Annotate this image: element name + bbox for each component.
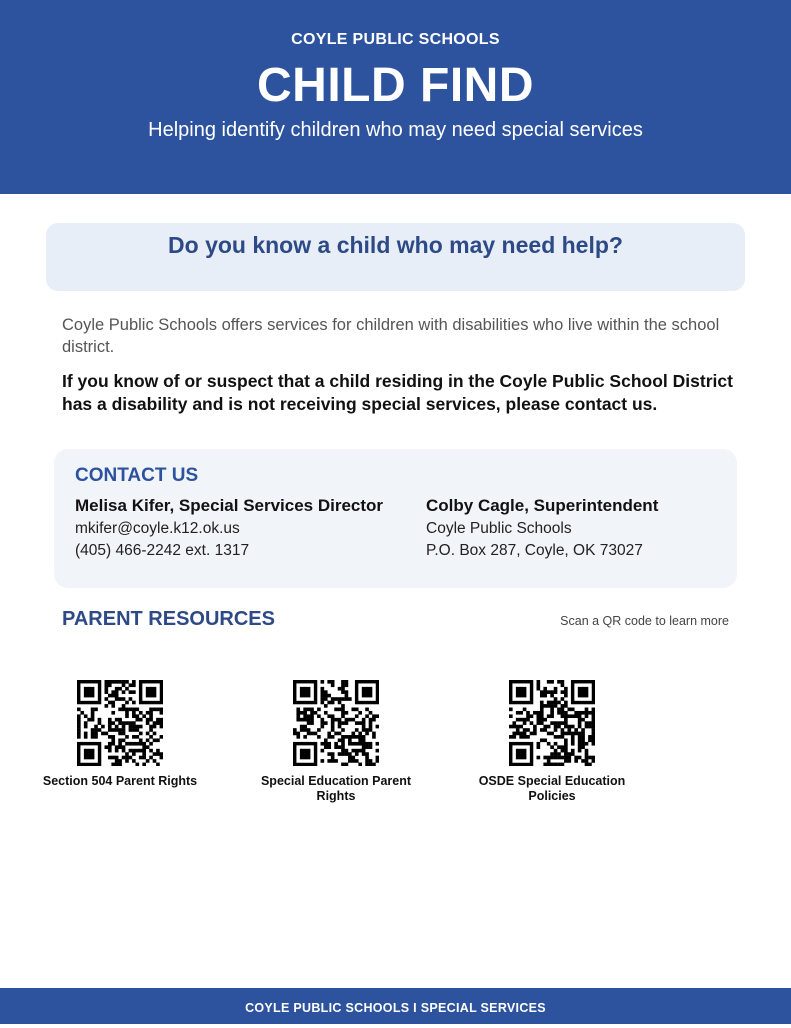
resource-label: OSDE Special Education Policies <box>478 774 626 803</box>
qr-code-icon[interactable] <box>293 680 379 766</box>
superintendent-address: P.O. Box 287, Coyle, OK 73027 <box>426 542 643 559</box>
question-box <box>46 223 745 291</box>
superintendent-name: Colby Cagle, Superintendent <box>426 496 659 515</box>
header-banner <box>0 0 791 194</box>
director-name: Melisa Kifer, Special Services Director <box>75 496 384 515</box>
qr-code-icon[interactable] <box>509 680 595 766</box>
resource-osde-policies[interactable] <box>462 680 642 804</box>
superintendent-org: Coyle Public Schools <box>426 520 572 537</box>
director-email[interactable]: mkifer@coyle.k12.ok.us <box>75 520 240 537</box>
qr-code-icon[interactable] <box>77 680 163 766</box>
callout-text: If you know of or suspect that a child residing in the Coyle Public School District has a disability and is not receiving special services, please contact us. <box>62 371 733 414</box>
footer-banner: COYLE PUBLIC SCHOOLS I SPECIAL SERVICES <box>0 988 791 1024</box>
resource-label: Section 504 Parent Rights <box>42 774 198 788</box>
contact-director <box>75 495 383 562</box>
page-subtitle: Helping identify children who may need special services <box>148 119 643 141</box>
header-org: COYLE PUBLIC SCHOOLS <box>291 31 500 48</box>
resources-title: PARENT RESOURCES <box>62 608 275 630</box>
contact-superintendent <box>426 495 658 562</box>
page-title: CHILD FIND <box>257 59 534 112</box>
resource-504[interactable] <box>30 680 210 789</box>
contact-box <box>54 449 737 588</box>
question-heading: Do you know a child who may need help? <box>168 232 623 258</box>
contact-heading: CONTACT US <box>75 465 199 486</box>
director-phone[interactable]: (405) 466-2242 ext. 1317 <box>75 542 250 559</box>
resource-label: Special Education Parent Rights <box>260 774 412 803</box>
intro-text: Coyle Public Schools offers services for children with disabilities who live within the school district. <box>62 316 720 356</box>
resource-sped-rights[interactable] <box>246 680 426 804</box>
scan-note: Scan a QR code to learn more <box>560 614 729 628</box>
